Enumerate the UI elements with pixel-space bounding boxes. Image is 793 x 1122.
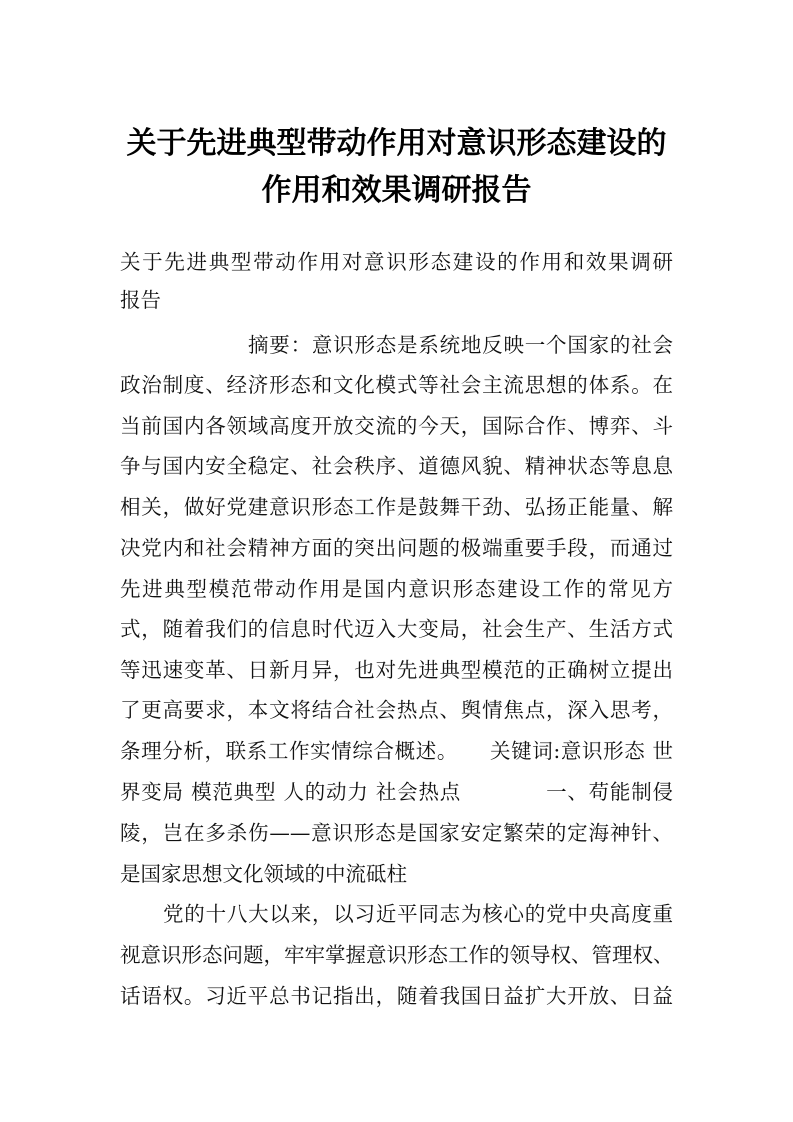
document-title-line-2: 作用和效果调研报告 — [261, 173, 532, 208]
body-line: 当前国内各领域高度开放交流的今天，国际合作、博弈、斗 — [120, 414, 673, 438]
body-line: 决党内和社会精神方面的突出问题的极端重要手段，而通过 — [120, 536, 673, 560]
body-line: 政治制度、经济形态和文化模式等社会主流思想的体系。在 — [120, 373, 673, 397]
abstract-line: 摘要：意识形态是系统地反映一个国家的社会 — [248, 333, 673, 357]
body-line: 先进典型模范带动作用是国内意识形态建设工作的常见方 — [120, 577, 673, 601]
document-title-line-1: 关于先进典型带动作用对意识形态建设的 — [126, 126, 667, 161]
body-line: 了更高要求，本文将结合社会热点、舆情焦点，深入思考， — [120, 698, 673, 722]
keywords-line: 条理分析，联系工作实情综合概述。 关键词:意识形态 世 — [120, 739, 673, 763]
section-heading-line: 陵，岂在多杀伤——意识形态是国家安定繁荣的定海神针、 — [120, 821, 673, 845]
body-line: 话语权。习近平总书记指出，随着我国日益扩大开放、日益 — [120, 984, 673, 1008]
body-line: 等迅速变革、日新月异，也对先进典型模范的正确树立提出 — [120, 658, 673, 682]
section-heading-line: 是国家思想文化领域的中流砥柱 — [120, 862, 407, 886]
body-line: 视意识形态问题，牢牢掌握意识形态工作的领导权、管理权、 — [120, 943, 673, 967]
body-line: 式，随着我们的信息时代迈入大变局，社会生产、生活方式 — [120, 617, 673, 641]
body-line: 党的十八大以来，以习近平同志为核心的党中央高度重 — [163, 902, 673, 926]
body-line: 关于先进典型带动作用对意识形态建设的作用和效果调研 — [120, 250, 673, 274]
body-line: 报告 — [120, 288, 161, 312]
body-line: 相关，做好党建意识形态工作是鼓舞干劲、弘扬正能量、解 — [120, 495, 673, 519]
keywords-line: 界变局 模范典型 人的动力 社会热点 一、苟能制侵 — [120, 780, 673, 804]
body-line: 争与国内安全稳定、社会秩序、道德风貌、精神状态等息息 — [120, 454, 673, 478]
